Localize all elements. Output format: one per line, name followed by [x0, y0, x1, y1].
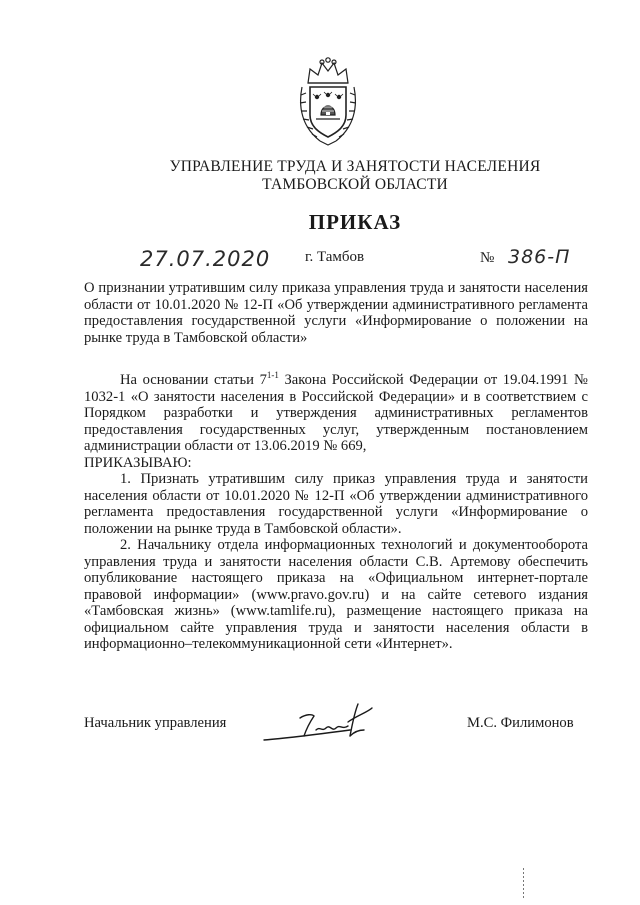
- signer-position: Начальник управления: [84, 715, 227, 731]
- order-number: 386-П: [508, 246, 571, 268]
- order-city: г. Тамбов: [305, 249, 365, 265]
- margin-mark-icon: [521, 868, 526, 898]
- document-title: ПРИКАЗ: [308, 210, 402, 234]
- tambov-coat-of-arms-icon: [296, 57, 360, 147]
- signer-name: М.С. Филимонов: [467, 715, 574, 731]
- order-word: ПРИКАЗЫВАЮ:: [84, 454, 192, 471]
- org-name-line1: УПРАВЛЕНИЕ ТРУДА И ЗАНЯТОСТИ НАСЕЛЕНИЯ: [169, 158, 541, 175]
- handwritten-signature-icon: [260, 700, 390, 745]
- order-item-2: 2. Начальнику отдела информационных технологий и документооборота управления труда и занятости населения области С.В. Артемову обеспечить опубликование настоящего приказа на «Официальном интернет-портале правовой информации» (www.pravo.gov.ru) и на сайте сетевого издания «Тамбовская жизнь» (www.tamlife.ru), размещение настоящего приказа на официальном сайте управления труда и занятости населения области в информационно–телекоммуникационной сети «Интернет».: [84, 537, 588, 652]
- intro-text-a: На основании статьи 7: [120, 372, 267, 388]
- order-item-1: 1. Признать утратившим силу приказ управления труда и занятости населения области от 10.01.2020 № 12-П «Об утверждении административного регламента предоставления государственной услуги «Информирование о положении на рынке труда в Тамбовской области».: [84, 471, 588, 537]
- order-subject: О признании утратившим силу приказа управления труда и занятости населения области от 10.01.2020 № 12-П «Об утверждении административного регламента предоставления государственной услуги «Информирование о положении на рынке труда в Тамбовской области»: [84, 280, 588, 346]
- intro-paragraph: [84, 372, 588, 455]
- intro-text-b: Закона Российской Федерации от 19.04.1991 № 1032-1 «О занятости населения в Российской Федерации» и в соответствием с Порядком разработки и утверждения административных регламентов предоставления государственных услуг, утвержденным постановлением администрации области от 13.06.2019 № 669,: [84, 372, 588, 454]
- order-body: [84, 372, 588, 653]
- article-superscript: 1-1: [266, 370, 279, 381]
- order-date: 27.07.2020: [140, 247, 271, 271]
- org-name-line2: ТАМБОВСКОЙ ОБЛАСТИ: [262, 176, 448, 193]
- order-number-sign: №: [480, 250, 495, 266]
